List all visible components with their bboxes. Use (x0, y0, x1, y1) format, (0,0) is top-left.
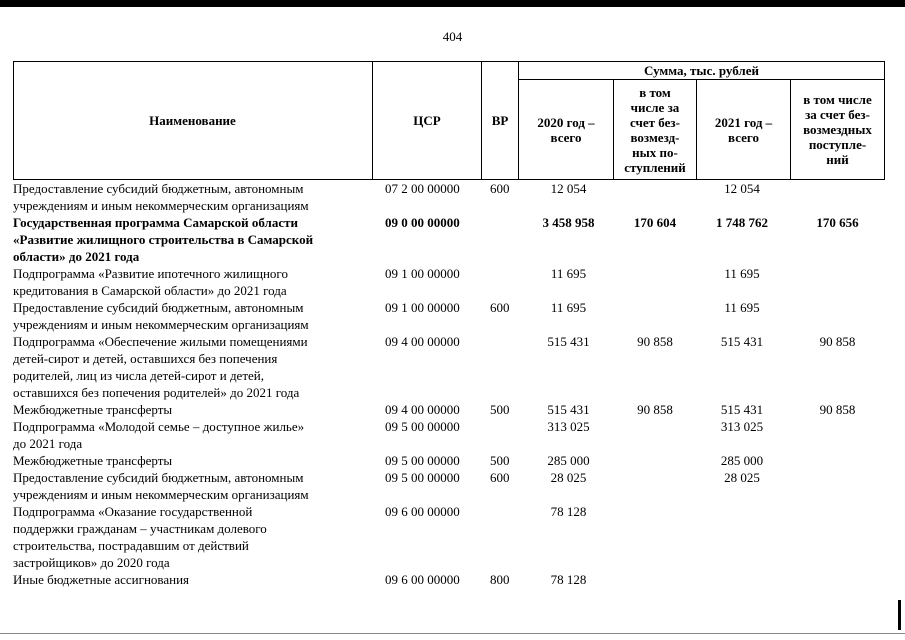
cell-name: Межбюджетные трансферты (13, 453, 173, 468)
cell-v2020: 28 025 (550, 470, 587, 485)
cell-name: Предоставление субсидий бюджетным, автономным учреждениям и иным некоммерческим организациям (13, 181, 309, 213)
cell-vr: 600 (490, 181, 510, 196)
header-2020-total: 2020 год – всего (537, 114, 595, 145)
cell-vr: 600 (490, 470, 510, 485)
cell-vr: 500 (490, 453, 510, 468)
scan-edge-mark (898, 600, 901, 630)
cell-v2020-free: 90 858 (637, 402, 673, 417)
cell-v2020: 3 458 958 (542, 215, 595, 230)
cell-vr: 800 (490, 572, 510, 587)
cell-v2020: 11 695 (550, 300, 587, 315)
cell-v2021: 28 025 (724, 470, 760, 485)
cell-csr: 09 4 00 00000 (385, 402, 460, 417)
table-row (0, 452, 905, 469)
table-row (0, 265, 905, 299)
cell-v2021: 1 748 762 (716, 215, 768, 230)
cell-name: Государственная программа Самарской области «Развитие жилищного строительства в Самарской области» до 2021 года (13, 215, 314, 264)
cell-v2021-free: 90 858 (819, 334, 856, 349)
table-body (0, 180, 905, 588)
cell-v2020: 515 431 (547, 402, 590, 417)
header-sum: Сумма, тыс. рублей (644, 62, 759, 78)
cell-csr: 09 0 00 00000 (385, 215, 460, 230)
table-row (0, 214, 905, 265)
cell-v2020-free: 90 858 (637, 334, 673, 349)
cell-csr: 09 5 00 00000 (385, 419, 460, 434)
page-number: 404 (442, 29, 463, 44)
cell-csr: 09 1 00 00000 (385, 266, 460, 281)
cell-name: Подпрограмма «Оказание государственной поддержки гражданам – участникам долевого строительства, пострадавшим от действий застройщиков» до 2020 года (13, 504, 267, 570)
cell-name: Подпрограмма «Обеспечение жилыми помещениями детей-сирот и детей, оставшихся без попечения родителей, лиц из числа детей-сирот и детей, оставшихся без попечения родителей» до 2021 года (13, 334, 308, 400)
table-row (0, 469, 905, 503)
cell-vr: 500 (490, 402, 510, 417)
cell-v2020: 78 128 (550, 572, 587, 587)
cell-v2021: 12 054 (724, 181, 760, 196)
table-row (0, 503, 905, 571)
header-vr: ВР (491, 113, 509, 128)
cell-v2021-free: 170 656 (816, 215, 859, 230)
table-row (0, 180, 905, 214)
cell-v2021: 11 695 (724, 300, 760, 315)
cell-v2020: 515 431 (547, 334, 590, 349)
table-row (0, 299, 905, 333)
top-border-bar (0, 0, 905, 7)
table-row (0, 418, 905, 452)
cell-v2020: 78 128 (550, 504, 587, 519)
cell-v2021: 285 000 (720, 453, 764, 468)
table-header (13, 61, 885, 180)
cell-name: Подпрограмма «Молодой семье – доступное жилье» до 2021 года (13, 419, 305, 451)
table-row (0, 333, 905, 401)
header-csr: ЦСР (413, 113, 441, 128)
cell-v2021-free: 90 858 (819, 402, 856, 417)
cell-csr: 09 6 00 00000 (385, 504, 460, 519)
header-2021-free: в том числе за счет без- возмездных поступле- ний (803, 92, 872, 167)
cell-csr: 09 4 00 00000 (385, 334, 460, 349)
cell-v2020: 285 000 (547, 453, 590, 468)
cell-v2021: 515 431 (720, 402, 764, 417)
table-row (0, 571, 905, 588)
cell-name: Подпрограмма «Развитие ипотечного жилищного кредитования в Самарской области» до 2021 года (13, 266, 288, 298)
header-name: Наименование (149, 113, 236, 128)
cell-v2020-free: 170 604 (633, 215, 677, 230)
cell-name: Межбюджетные трансферты (13, 402, 173, 417)
cell-name: Предоставление субсидий бюджетным, автономным учреждениям и иным некоммерческим организациям (13, 470, 309, 502)
cell-v2020: 313 025 (547, 419, 590, 434)
bottom-rule (0, 633, 905, 634)
cell-csr: 09 1 00 00000 (385, 300, 460, 315)
header-2020-free: в том числе за счет без- возмезд- ных по- ступлений (624, 84, 686, 175)
cell-name: Иные бюджетные ассигнования (13, 572, 190, 587)
cell-csr: 09 5 00 00000 (385, 453, 460, 468)
cell-v2020: 12 054 (550, 181, 587, 196)
cell-csr: 09 6 00 00000 (385, 572, 460, 587)
cell-csr: 09 5 00 00000 (385, 470, 460, 485)
table-row (0, 401, 905, 418)
cell-v2021: 515 431 (720, 334, 764, 349)
cell-name: Предоставление субсидий бюджетным, автономным учреждениям и иным некоммерческим организациям (13, 300, 309, 332)
cell-v2020: 11 695 (550, 266, 587, 281)
cell-v2021: 313 025 (720, 419, 764, 434)
cell-v2021: 11 695 (724, 266, 760, 281)
cell-csr: 07 2 00 00000 (385, 181, 460, 196)
cell-vr: 600 (490, 300, 510, 315)
header-2021-total: 2021 год – всего (714, 114, 773, 145)
